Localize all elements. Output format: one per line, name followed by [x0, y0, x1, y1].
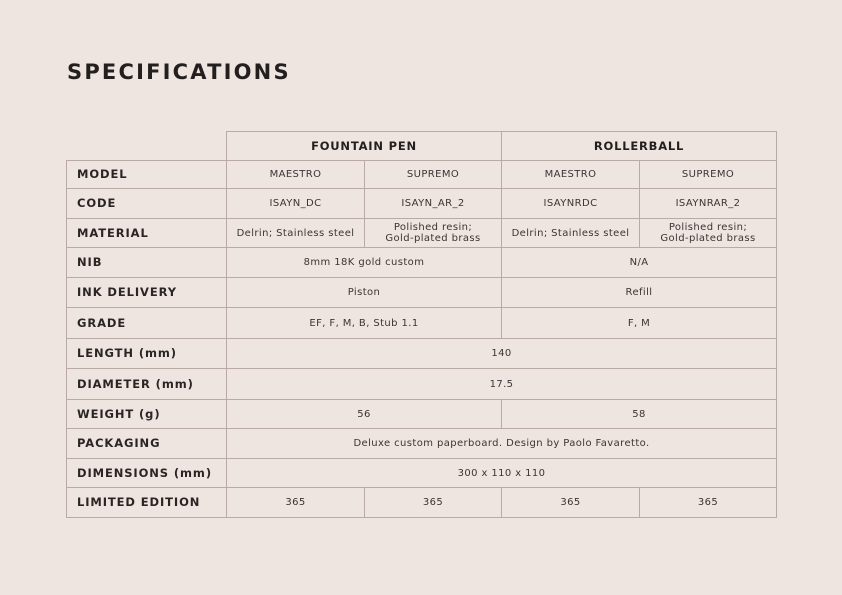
- rb-maestro-limited-edition: 365: [502, 488, 640, 518]
- fp-supremo-model: SUPREMO: [365, 161, 502, 189]
- rb-grade-value: F, M: [502, 308, 777, 339]
- diameter-value: 17.5: [227, 369, 777, 400]
- length-value: 140: [227, 339, 777, 369]
- rb-supremo-model: SUPREMO: [640, 161, 777, 189]
- group-header-row: [67, 132, 777, 161]
- rb-maestro-material: Delrin; Stainless steel: [502, 219, 640, 248]
- ink-delivery-row: [67, 278, 777, 308]
- specifications-table: [66, 131, 777, 518]
- nib-label: NIB: [67, 248, 227, 278]
- dimensions-value: 300 x 110 x 110: [227, 459, 777, 488]
- length-label: LENGTH (mm): [67, 339, 227, 369]
- limited-edition-row: [67, 488, 777, 518]
- fp-supremo-material: [365, 219, 502, 248]
- packaging-row: [67, 429, 777, 459]
- fp-supremo-material-line2: Gold-plated brass: [385, 233, 481, 244]
- rb-maestro-code: ISAYNRDC: [502, 189, 640, 219]
- nib-row: [67, 248, 777, 278]
- fp-supremo-limited-edition: 365: [365, 488, 502, 518]
- fp-nib-value: 8mm 18K gold custom: [227, 248, 502, 278]
- rollerball-header: ROLLERBALL: [502, 132, 777, 161]
- limited-edition-label: LIMITED EDITION: [67, 488, 227, 518]
- length-row: [67, 339, 777, 369]
- diameter-label: DIAMETER (mm): [67, 369, 227, 400]
- header-corner-cell: [67, 132, 227, 161]
- fp-maestro-material: Delrin; Stainless steel: [227, 219, 365, 248]
- weight-row: [67, 400, 777, 429]
- rb-supremo-limited-edition: 365: [640, 488, 777, 518]
- fp-grade-value: EF, F, M, B, Stub 1.1: [227, 308, 502, 339]
- material-label: MATERIAL: [67, 219, 227, 248]
- rb-supremo-material: [640, 219, 777, 248]
- dimensions-label: DIMENSIONS (mm): [67, 459, 227, 488]
- fp-weight-value: 56: [227, 400, 502, 429]
- fp-supremo-material-line1: Polished resin;: [393, 222, 473, 233]
- rb-supremo-material-line2: Gold-plated brass: [660, 233, 756, 244]
- fp-ink-delivery-value: Piston: [227, 278, 502, 308]
- fp-maestro-model: MAESTRO: [227, 161, 365, 189]
- diameter-row: [67, 369, 777, 400]
- dimensions-row: [67, 459, 777, 488]
- material-row: [67, 219, 777, 248]
- model-row: [67, 161, 777, 189]
- page-title: SPECIFICATIONS: [67, 60, 291, 84]
- model-label: MODEL: [67, 161, 227, 189]
- rb-maestro-model: MAESTRO: [502, 161, 640, 189]
- ink-delivery-label: INK DELIVERY: [67, 278, 227, 308]
- fp-maestro-code: ISAYN_DC: [227, 189, 365, 219]
- fp-supremo-code: ISAYN_AR_2: [365, 189, 502, 219]
- packaging-label: PACKAGING: [67, 429, 227, 459]
- rb-ink-delivery-value: Refill: [502, 278, 777, 308]
- fountain-pen-header: FOUNTAIN PEN: [227, 132, 502, 161]
- weight-label: WEIGHT (g): [67, 400, 227, 429]
- rb-nib-value: N/A: [502, 248, 777, 278]
- grade-label: GRADE: [67, 308, 227, 339]
- code-row: [67, 189, 777, 219]
- rb-supremo-code: ISAYNRAR_2: [640, 189, 777, 219]
- rb-weight-value: 58: [502, 400, 777, 429]
- rb-supremo-material-line1: Polished resin;: [668, 222, 748, 233]
- code-label: CODE: [67, 189, 227, 219]
- packaging-value: Deluxe custom paperboard. Design by Paolo Favaretto.: [227, 429, 777, 459]
- grade-row: [67, 308, 777, 339]
- fp-maestro-limited-edition: 365: [227, 488, 365, 518]
